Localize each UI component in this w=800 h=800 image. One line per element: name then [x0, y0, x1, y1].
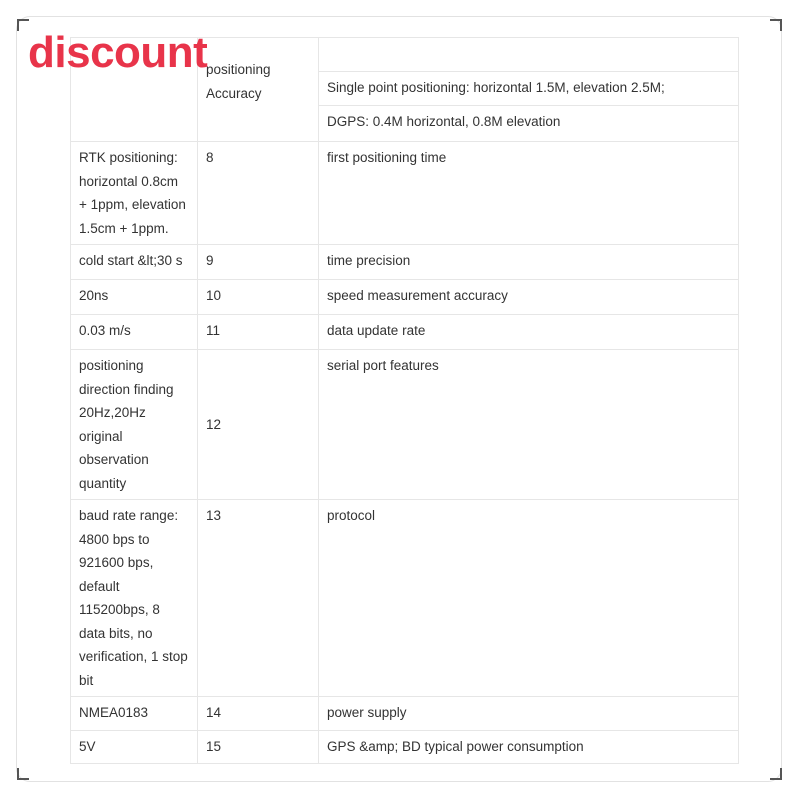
- value-cell: baud rate range: 4800 bps to 921600 bps, default 115200bps, 8 data bits, no verification, 1 stop bit: [71, 500, 198, 697]
- table-row: [71, 315, 739, 350]
- header-value-cell-1: Single point positioning: horizontal 1.5M, elevation 2.5M;: [319, 72, 739, 106]
- number-cell: 14: [198, 697, 319, 731]
- crop-corner-bottom-left: [17, 768, 29, 780]
- param-cell: speed measurement accuracy: [319, 280, 739, 315]
- header-value-cell-0: [319, 38, 739, 72]
- param-cell: protocol: [319, 500, 739, 697]
- header-param-label: positioning Accuracy: [206, 62, 271, 101]
- value-cell: 20ns: [71, 280, 198, 315]
- table-row: [71, 280, 739, 315]
- table-row: [71, 350, 739, 500]
- header-value-cell-2: DGPS: 0.4M horizontal, 0.8M elevation: [319, 106, 739, 142]
- param-cell: GPS &amp; BD typical power consumption: [319, 731, 739, 764]
- number-cell: 13: [198, 500, 319, 697]
- table-row: [71, 142, 739, 245]
- value-cell: RTK positioning: horizontal 0.8cm + 1ppm, elevation 1.5cm + 1ppm.: [71, 142, 198, 245]
- table-row: [71, 500, 739, 697]
- number-cell: 15: [198, 731, 319, 764]
- value-cell: 0.03 m/s: [71, 315, 198, 350]
- crop-corner-bottom-right: [770, 768, 782, 780]
- header-param-cell: [198, 38, 319, 142]
- table-row: [71, 697, 739, 731]
- number-cell: 11: [198, 315, 319, 350]
- number-cell: 9: [198, 245, 319, 280]
- param-cell: time precision: [319, 245, 739, 280]
- number-cell: 8: [198, 142, 319, 245]
- spec-table: [70, 37, 739, 764]
- param-cell: data update rate: [319, 315, 739, 350]
- crop-corner-top-right: [770, 19, 782, 31]
- number-cell: 12: [198, 350, 319, 500]
- value-cell: 5V: [71, 731, 198, 764]
- number-cell: 10: [198, 280, 319, 315]
- discount-watermark: discount: [28, 28, 208, 77]
- table-row: [71, 245, 739, 280]
- value-cell: cold start &lt;30 s: [71, 245, 198, 280]
- param-cell: first positioning time: [319, 142, 739, 245]
- table-row: [71, 731, 739, 764]
- value-cell: positioning direction finding 20Hz,20Hz original observation quantity: [71, 350, 198, 500]
- value-cell: NMEA0183: [71, 697, 198, 731]
- param-cell: power supply: [319, 697, 739, 731]
- param-cell: serial port features: [319, 350, 739, 500]
